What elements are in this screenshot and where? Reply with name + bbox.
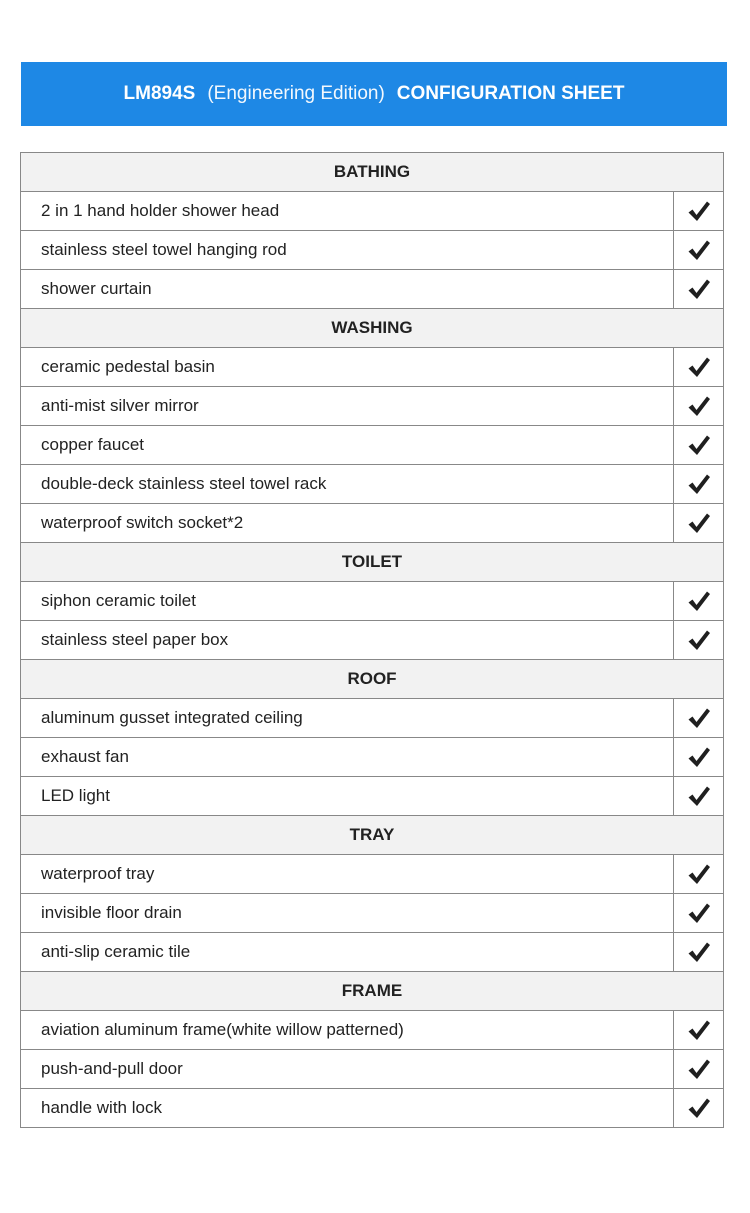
item-name: double-deck stainless steel towel rack — [21, 465, 674, 504]
check-icon — [674, 231, 724, 270]
edition-label: (Engineering Edition) — [207, 83, 385, 104]
item-name: aviation aluminum frame(white willow patterned) — [21, 1011, 674, 1050]
check-icon — [674, 1050, 724, 1089]
table-row — [21, 387, 724, 426]
table-row — [21, 465, 724, 504]
section-header-row — [21, 153, 724, 192]
check-icon — [674, 387, 724, 426]
check-icon — [674, 192, 724, 231]
item-name: handle with lock — [21, 1089, 674, 1128]
table-row — [21, 582, 724, 621]
item-name: 2 in 1 hand holder shower head — [21, 192, 674, 231]
item-name: waterproof switch socket*2 — [21, 504, 674, 543]
item-name: exhaust fan — [21, 738, 674, 777]
table-row — [21, 738, 724, 777]
item-name: shower curtain — [21, 270, 674, 309]
item-name: copper faucet — [21, 426, 674, 465]
check-icon — [674, 855, 724, 894]
section-header-row — [21, 660, 724, 699]
check-icon — [674, 348, 724, 387]
item-name: LED light — [21, 777, 674, 816]
table-row — [21, 192, 724, 231]
section-header-row — [21, 309, 724, 348]
table-row — [21, 231, 724, 270]
configuration-table-body — [21, 153, 724, 1128]
table-row — [21, 777, 724, 816]
sheet-title: CONFIGURATION SHEET — [396, 83, 625, 104]
item-name: aluminum gusset integrated ceiling — [21, 699, 674, 738]
item-name: waterproof tray — [21, 855, 674, 894]
item-name: siphon ceramic toilet — [21, 582, 674, 621]
check-icon — [674, 777, 724, 816]
table-row — [21, 855, 724, 894]
check-icon — [674, 270, 724, 309]
table-row — [21, 933, 724, 972]
section-title: TRAY — [21, 816, 724, 855]
item-name: anti-mist silver mirror — [21, 387, 674, 426]
check-icon — [674, 504, 724, 543]
check-icon — [674, 1011, 724, 1050]
section-header-row — [21, 543, 724, 582]
item-name: push-and-pull door — [21, 1050, 674, 1089]
table-row — [21, 1089, 724, 1128]
table-row — [21, 621, 724, 660]
check-icon — [674, 894, 724, 933]
section-title: FRAME — [21, 972, 724, 1011]
table-row — [21, 894, 724, 933]
table-row — [21, 1050, 724, 1089]
model-number: LM894S — [123, 83, 196, 104]
item-name: stainless steel towel hanging rod — [21, 231, 674, 270]
section-header-row — [21, 972, 724, 1011]
header-banner — [21, 62, 727, 126]
configuration-table — [20, 152, 724, 1128]
section-title: WASHING — [21, 309, 724, 348]
item-name: invisible floor drain — [21, 894, 674, 933]
section-title: ROOF — [21, 660, 724, 699]
check-icon — [674, 738, 724, 777]
section-header-row — [21, 816, 724, 855]
table-row — [21, 699, 724, 738]
check-icon — [674, 699, 724, 738]
table-row — [21, 426, 724, 465]
table-row — [21, 348, 724, 387]
table-row — [21, 504, 724, 543]
section-title: BATHING — [21, 153, 724, 192]
check-icon — [674, 582, 724, 621]
section-title: TOILET — [21, 543, 724, 582]
table-row — [21, 270, 724, 309]
item-name: stainless steel paper box — [21, 621, 674, 660]
check-icon — [674, 465, 724, 504]
check-icon — [674, 933, 724, 972]
check-icon — [674, 426, 724, 465]
table-row — [21, 1011, 724, 1050]
item-name: anti-slip ceramic tile — [21, 933, 674, 972]
check-icon — [674, 621, 724, 660]
check-icon — [674, 1089, 724, 1128]
item-name: ceramic pedestal basin — [21, 348, 674, 387]
